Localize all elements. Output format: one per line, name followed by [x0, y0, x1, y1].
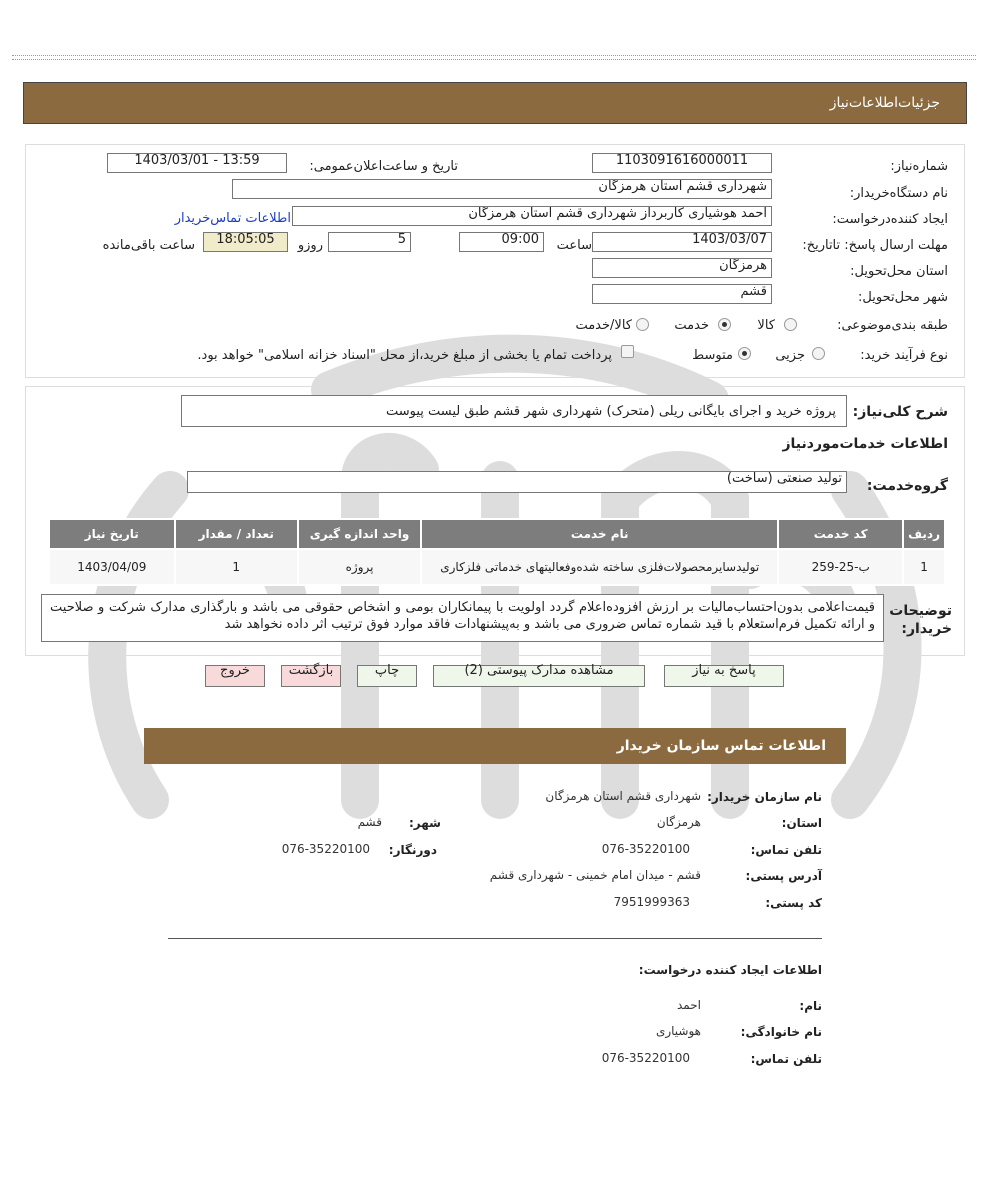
contact-org-value: شهرداری قشم استان هرمزگان [545, 789, 701, 803]
deadline-date-field: 1403/03/07 [592, 232, 772, 252]
group-field: تولید صنعتی (ساخت) [187, 471, 847, 493]
process-minor-label: جزیی [775, 348, 805, 363]
contact-fax-label: دورنگار: [388, 843, 437, 857]
contact-fax-value: 076-35220100 [281, 842, 370, 856]
payment-note: پرداخت تمام یا بخشی از مبلغ خرید،از محل "اسناد خزانه اسلامی" خواهد بود. [197, 348, 612, 363]
col-qty: تعداد / مقدار [175, 519, 298, 549]
col-date: تاریخ نیاز [49, 519, 175, 549]
cell-date: 1403/04/09 [49, 549, 175, 585]
top-divider [12, 55, 976, 56]
days-label: روزو [297, 238, 323, 253]
notes-field: قیمت‌اعلامی بدون‌احتساب‌مالیات بر ارزش افزوده‌اعلام گردد اولویت با پیمانکاران بومی و اشخاص حقوقی می باشد و بارگذاری مدارک شرکت و صلاحیت و ارائه تکمیل فرم‌استعلام با قید شماره تماس ضروری می باشد و به‌پیشنهادات فاقد موارد فوق ترتیب اثر داده نخواهد شد [41, 594, 884, 642]
process-radio-minor[interactable] [812, 347, 825, 360]
city-label: شهر محل‌تحویل: [858, 290, 948, 305]
page-title: جزئیات‌اطلاعات‌نیاز [829, 95, 940, 111]
contact-province-label: استان: [781, 816, 822, 830]
contact-divider [168, 938, 822, 939]
reply-button[interactable]: پاسخ به نیاز [664, 665, 784, 687]
category-radio-goods[interactable] [784, 318, 797, 331]
creator-family-label: نام خانوادگی: [740, 1025, 822, 1039]
page-header [23, 82, 967, 124]
contact-phone-value: 076-35220100 [601, 842, 690, 856]
col-name: نام خدمت [421, 519, 778, 549]
back-button[interactable]: بازگشت [281, 665, 341, 687]
deadline-time-field: 09:00 [459, 232, 544, 252]
need-number-field: 1103091616000011 [592, 153, 772, 173]
buyer-org-label: نام دستگاه‌خریدار: [849, 186, 948, 201]
deadline-label: مهلت ارسال پاسخ: تاتاریخ: [802, 238, 948, 253]
deadline-time-label: ساعت [556, 238, 592, 253]
contact-address-value: قشم - میدان امام خمینی - شهرداری قشم [489, 868, 701, 882]
cell-name: تولیدسایرمحصولات‌فلزی ساخته شده‌وفعالیتهای خدماتی فلزکاری [421, 549, 778, 585]
remaining-timer: 18:05:05 [203, 232, 288, 252]
print-button[interactable]: چاپ [357, 665, 417, 687]
remaining-label: ساعت باقی‌مانده [102, 238, 195, 253]
contact-city-label: شهر: [409, 816, 441, 830]
need-number-label: شماره‌نیاز: [890, 159, 948, 174]
contact-postal-value: 7951999363 [613, 895, 690, 909]
category-radio-both[interactable] [636, 318, 649, 331]
creator-phone-label: تلفن تماس: [750, 1052, 822, 1066]
cell-qty: 1 [175, 549, 298, 585]
table-row [49, 549, 945, 585]
process-radio-medium[interactable] [738, 347, 751, 360]
cell-row: 1 [903, 549, 945, 585]
exit-button[interactable]: خروج [205, 665, 265, 687]
province-label: استان محل‌تحویل: [850, 264, 948, 279]
services-heading: اطلاعات خدمات‌موردنیاز [782, 436, 948, 452]
creator-name-value: احمد [677, 998, 701, 1012]
category-radio-service[interactable] [718, 318, 731, 331]
category-label: طبقه بندی‌موضوعی: [837, 318, 948, 333]
cell-code: ب-25-259 [778, 549, 903, 585]
contact-header [144, 728, 846, 764]
contact-org-label: نام سازمان خریدار: [707, 790, 822, 804]
cell-unit: پروژه [298, 549, 421, 585]
col-unit: واحد اندازه گیری [298, 519, 421, 549]
announce-label: تاریخ و ساعت‌اعلان‌عمومی: [309, 159, 458, 174]
contact-address-label: آدرس پستی: [745, 869, 822, 883]
summary-field: پروژه خرید و اجرای بایگانی ریلی (متحرک) شهرداری شهر قشم طبق لیست پیوست [181, 395, 847, 427]
summary-label: شرح کلی‌نیاز: [852, 404, 948, 420]
buyer-org-field: شهرداری قشم استان هرمزگان [232, 179, 772, 199]
contact-postal-label: کد پستی: [765, 896, 822, 910]
col-code: کد خدمت [778, 519, 903, 549]
contact-province-value: هرمزگان [656, 815, 701, 829]
contact-city-value: قشم [357, 815, 382, 829]
creator-name-label: نام: [799, 999, 822, 1013]
col-row: ردیف [903, 519, 945, 549]
province-field: هرمزگان [592, 258, 772, 278]
creator-phone-value: 076-35220100 [601, 1051, 690, 1065]
contact-title: اطلاعات تماس سازمان خریدار [616, 738, 826, 754]
creator-field: احمد هوشیاری کاربرداز شهرداری قشم استان هرمزگان [292, 206, 772, 226]
creator-label: ایجاد کننده‌درخواست: [832, 212, 948, 227]
top-divider-2 [12, 59, 976, 60]
process-label: نوع فرآیند خرید: [860, 348, 948, 363]
notes-label: توضیحات خریدار: [889, 603, 952, 637]
buyer-contact-link[interactable]: اطلاعات تماس‌خریدار [174, 211, 291, 226]
creator-family-value: هوشیاری [655, 1024, 701, 1038]
creator-info-title: اطلاعات ایجاد کننده درخواست: [638, 963, 822, 977]
contact-phone-label: تلفن تماس: [750, 843, 822, 857]
announce-field: 1403/03/01 - 13:59 [107, 153, 287, 173]
group-label: گروه‌خدمت: [866, 478, 948, 494]
category-both-label: کالا/خدمت [575, 318, 632, 333]
table-header-row [49, 519, 945, 549]
category-service-label: خدمت [674, 318, 709, 333]
city-field: قشم [592, 284, 772, 304]
process-medium-label: متوسط [692, 348, 733, 363]
category-goods-label: کالا [757, 318, 775, 333]
days-field: 5 [328, 232, 411, 252]
services-table [48, 518, 946, 586]
treasury-checkbox[interactable] [621, 345, 634, 358]
view-documents-button[interactable]: مشاهده مدارک پیوستی (2) [433, 665, 645, 687]
